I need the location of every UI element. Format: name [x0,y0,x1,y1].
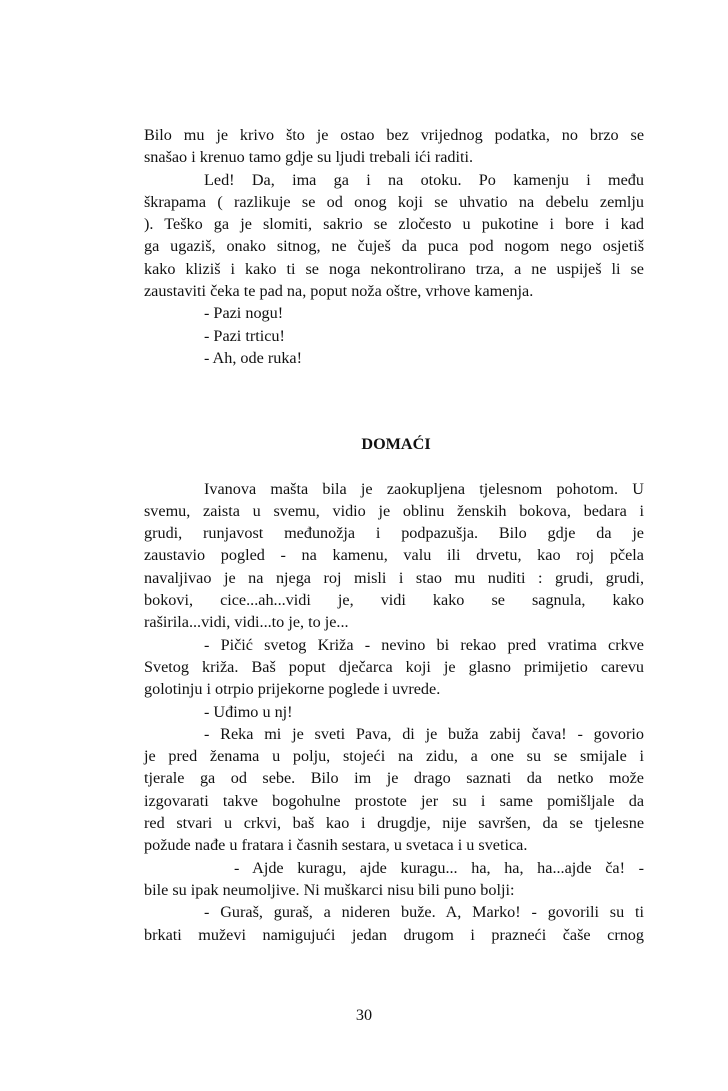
text-line: je pred ženama u polju, stojeći na zidu, a one su se smijale i [144,747,644,766]
text-line: požude nađe u fratara i časnih sestara, u svetaca i u svetica. [144,836,528,855]
text-line: red stvari u crkvi, baš kao i drugdje, nije savršen, da se tjelesne [144,814,644,833]
text-line: izgovarati takve bogohulne prostote jer su i same pomišljale da [144,791,644,810]
text-line: - Pičić svetog Križa - nevino bi rekao pred vratima crkve [204,635,644,654]
text-line: snašao i krenuo tamo gdje su ljudi trebali ići raditi. [144,148,474,167]
page-body [144,124,644,946]
text-line: brkati muževi namigujući jedan drugom i prazneći čaše crnog [144,925,644,944]
section-spacer [144,369,644,413]
text-line: zaustaviti čeka te pad na, poput noža oštre, vrhove kamenja. [144,282,534,301]
text-line: Led! Da, ima ga i na otoku. Po kamenju i među [204,170,644,189]
page-number: 30 [355,1006,373,1024]
text-line: bokovi, cice...ah...vidi je, vidi kako se sagnula, kako [144,591,644,610]
text-line: - Guraš, guraš, a nideren buže. A, Marko! - govorili su ti [204,903,644,922]
text-line: tjerale ga od sebe. Bilo im je drago saznati da netko može [144,769,644,788]
text-line: kako kliziš i kako ti se noga nekontrolirano trza, a ne uspiješ li se [144,259,644,278]
text-line: zaustavio pogled - na kamenu, valu ili drvetu, kao roj pčela [144,546,644,565]
text-line: raširila...vidi, vidi...to je, to je... [144,613,349,632]
dialogue-line: - Pazi trticu! [204,326,285,345]
text-line: bile su ipak neumoljive. Ni muškarci nisu bili puno bolji: [144,880,515,899]
text-line: grudi, runjavost međunožja i podpazušja. Bilo gdje da je [144,524,644,543]
text-line: golotinju i otrpio prijekorne poglede i uvrede. [144,680,441,699]
text-line: Bilo mu je krivo što je ostao bez vrijednog podatka, no brzo se [144,126,644,144]
dialogue-line: - Uđimo u nj! [204,702,293,721]
dialogue-line: - Pazi nogu! [204,304,284,323]
chapter-heading: DOMAĆI [361,435,431,454]
text-line: - Ajde kuragu, ajde kuragu... ha, ha, ha...ajde ča! - [234,858,644,877]
text-line: Ivanova mašta bila je zaokupljena tjelesnom pohotom. U [204,479,644,498]
text-line: - Reka mi je sveti Pava, di je buža zabij čava! - govorio [204,724,644,743]
text-line: ga ugaziš, onako sitnog, ne čuješ da puca pod nogom nego osjetiš [144,237,644,256]
text-line: ). Teško ga je slomiti, sakrio se zločesto u pukotine i bore i kad [144,215,644,234]
text-line: škrapama ( razlikuje se od onog koji se uhvatio na debelu zemlju [144,192,644,211]
text-line: navaljivao je na njega roj misli i stao mu nuditi : grudi, grudi, [144,568,644,587]
text-line: svemu, zaista u svemu, vidio je oblinu ženskih bokova, bedara i [144,501,644,520]
text-line: Svetog križa. Baš poput dječarca koji je glasno primijetio carevu [144,657,644,676]
dialogue-line: - Ah, ode ruka! [204,348,302,367]
